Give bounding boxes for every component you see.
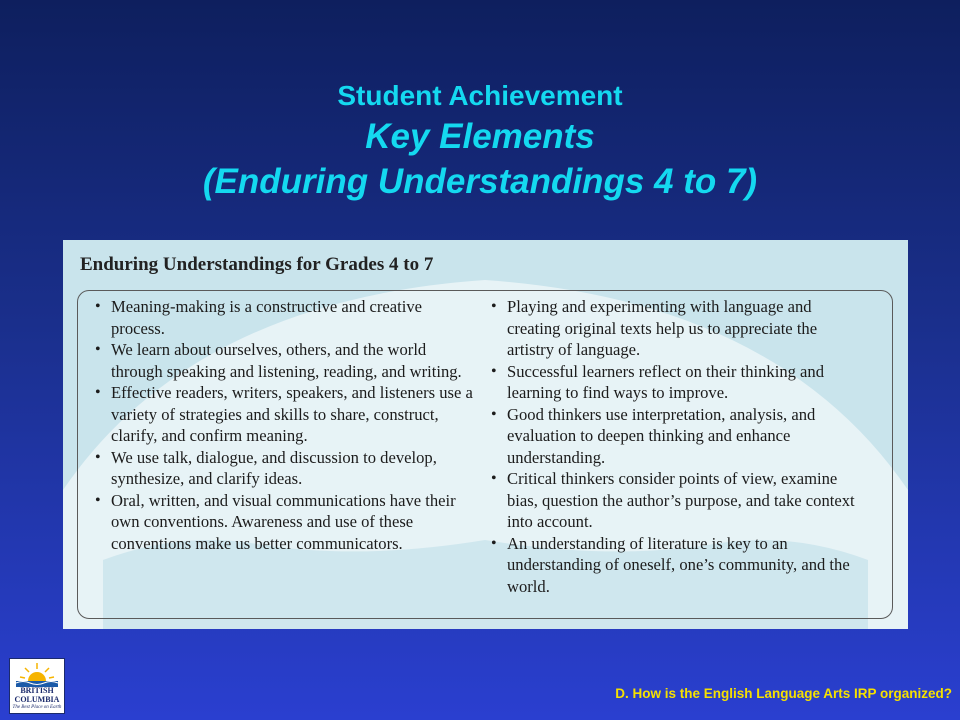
title-line-1: Student Achievement	[337, 80, 623, 111]
right-column-list	[491, 296, 861, 597]
list-item: • Critical thinkers consider points of view, examine bias, question the author’s purpose, and take context into account.	[491, 468, 861, 533]
list-item: • We learn about ourselves, others, and the world through speaking and listening, reading, and writing.	[95, 339, 475, 382]
list-item: • Successful learners reflect on their thinking and learning to find ways to improve.	[491, 361, 861, 404]
list-item: • Oral, written, and visual communications have their own conventions. Awareness and use of these conventions make us better communicators.	[95, 490, 475, 555]
list-item: • Effective readers, writers, speakers, and listeners use a variety of strategies and skills to share, construct, clarify, and confirm meaning.	[95, 382, 475, 447]
title-line-2: Key Elements	[365, 117, 595, 156]
enduring-understandings-panel	[63, 240, 908, 629]
list-item: • We use talk, dialogue, and discussion to develop, synthesize, and clarify ideas.	[95, 447, 475, 490]
logo-tagline: The Best Place on Earth	[12, 705, 62, 710]
bc-logo	[9, 658, 65, 714]
list-item: • Meaning-making is a constructive and creative process.	[95, 296, 475, 339]
logo-text: BRITISH	[20, 686, 54, 695]
logo-text: COLUMBIA	[14, 695, 60, 704]
bc-sun-logo-icon	[10, 659, 64, 687]
list-item: • Good thinkers use interpretation, analysis, and evaluation to deepen thinking and enhance understanding.	[491, 404, 861, 469]
panel-heading: Enduring Understandings for Grades 4 to 7	[80, 254, 434, 275]
left-column-list	[95, 296, 475, 554]
footer-caption: D. How is the English Language Arts IRP organized?	[615, 686, 952, 701]
list-item: • An understanding of literature is key to an understanding of oneself, one’s community, and the world.	[491, 533, 861, 598]
title-line-3: (Enduring Understandings 4 to 7)	[202, 162, 758, 201]
slide-title	[0, 78, 960, 204]
list-item: • Playing and experimenting with language and creating original texts help us to appreciate the artistry of language.	[491, 296, 861, 361]
